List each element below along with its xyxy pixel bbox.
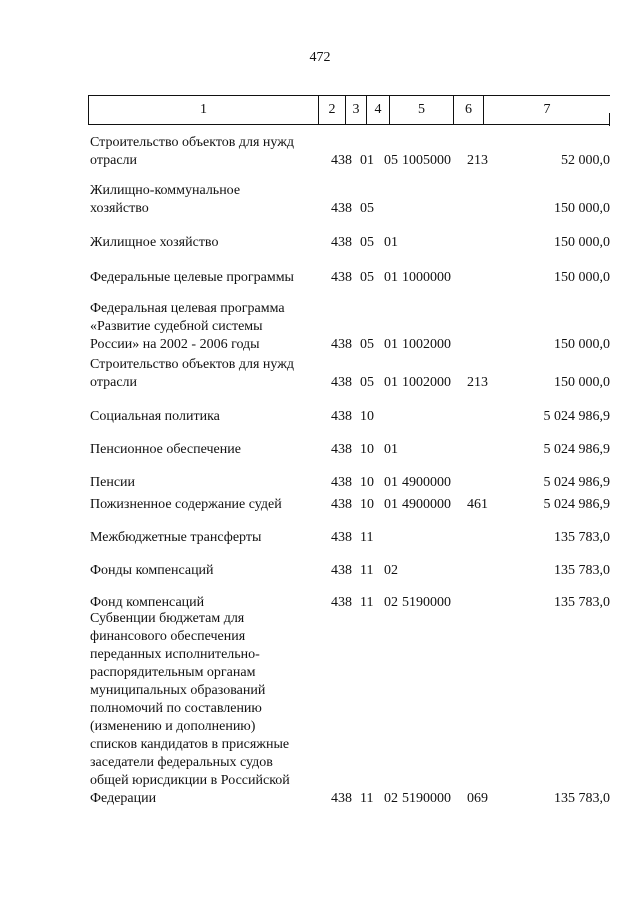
row-col-5: 1005000 [402,153,451,168]
row-name: Фонд компенсаций [90,595,205,610]
row-col-4: 01 [384,442,398,457]
row-col-3: 05 [360,235,374,250]
row-amount: 150 000,0 [554,375,610,390]
table-row [0,408,640,808]
row-col-3: 10 [360,475,374,490]
row-col-4: 01 [384,270,398,285]
row-col-4: 01 [384,337,398,352]
header-col-3: 3 [346,96,367,125]
row-col-2: 438 [331,201,352,216]
row-name: Пенсионное обеспечение [90,442,241,457]
row-amount: 150 000,0 [554,270,610,285]
header-col-2: 2 [319,96,346,125]
row-name: Федеральная целевая программа «Развитие судебной системы России» на 2002 - 2006 годы [90,301,285,352]
row-amount: 135 783,0 [554,530,610,545]
row-col-3: 05 [360,201,374,216]
row-amount: 5 024 986,9 [543,475,610,490]
row-col-3: 11 [360,530,374,545]
row-amount: 5 024 986,9 [543,497,610,512]
header-col-7: 7 [484,96,611,125]
row-col-3: 05 [360,337,374,352]
row-col-5: 4900000 [402,497,451,512]
row-col-3: 01 [360,153,374,168]
row-col-2: 438 [331,375,352,390]
row-col-5: 1002000 [402,375,451,390]
row-col-2: 438 [331,475,352,490]
row-col-3: 11 [360,791,374,806]
row-name: Строительство объектов для нужд отрасли [90,135,295,168]
row-name: Пенсии [90,475,136,490]
row-amount: 135 783,0 [554,791,610,806]
row-col-2: 438 [331,442,352,457]
row-name: Фонды компенсаций [90,563,214,578]
row-col-5: 1000000 [402,270,451,285]
row-col-4: 01 [384,235,398,250]
row-col-4: 02 [384,595,398,610]
row-col-3: 10 [360,497,374,512]
header-col-1: 1 [89,96,319,125]
row-name: Строительство объектов для нужд отрасли [90,357,295,390]
row-col-3: 05 [360,270,374,285]
header-col-4: 4 [367,96,390,125]
row-col-3: 05 [360,375,374,390]
row-amount: 150 000,0 [554,235,610,250]
row-col-4: 01 [384,375,398,390]
row-col-2: 438 [331,409,352,424]
row-amount: 150 000,0 [554,337,610,352]
row-col-4: 02 [384,563,398,578]
row-name: Межбюджетные трансферты [90,530,262,545]
row-name: Социальная политика [90,409,220,424]
row-col-2: 438 [331,337,352,352]
row-col-6: 213 [467,153,488,168]
row-col-2: 438 [331,497,352,512]
row-amount: 150 000,0 [554,201,610,216]
row-col-6: 461 [467,497,488,512]
row-name: Субвенции бюджетам для финансового обеспечения переданных исполнительно- распорядительным органам муниципальных образований полномочий по составлению (изменению и дополнению) списков кандидатов в присяжные заседатели федеральных судов общей юрисдикции в Российской Федерации [90,611,290,806]
row-col-4: 02 [384,791,398,806]
row-col-5: 4900000 [402,475,451,490]
header-col-6: 6 [454,96,484,125]
row-col-3: 11 [360,595,374,610]
row-col-3: 10 [360,409,374,424]
row-amount: 5 024 986,9 [543,409,610,424]
row-col-5: 5190000 [402,595,451,610]
row-col-6: 213 [467,375,488,390]
row-col-5: 5190000 [402,791,451,806]
row-col-2: 438 [331,530,352,545]
row-name: Жилищное хозяйство [90,235,219,250]
row-col-2: 438 [331,270,352,285]
row-name: Федеральные целевые программы [90,270,294,285]
row-col-2: 438 [331,791,352,806]
row-amount: 135 783,0 [554,563,610,578]
row-col-4: 01 [384,475,398,490]
row-amount: 135 783,0 [554,595,610,610]
row-col-2: 438 [331,595,352,610]
row-col-4: 01 [384,497,398,512]
row-col-2: 438 [331,235,352,250]
row-name: Жилищно-коммунальное хозяйство [90,183,241,216]
row-col-6: 069 [467,791,488,806]
row-amount: 5 024 986,9 [543,442,610,457]
row-amount: 52 000,0 [561,153,610,168]
row-col-3: 11 [360,563,374,578]
header-col-5: 5 [390,96,454,125]
row-col-2: 438 [331,563,352,578]
row-col-5: 1002000 [402,337,451,352]
page-number: 472 [309,50,331,65]
row-name: Пожизненное содержание судей [90,497,282,512]
row-col-4: 05 [384,153,398,168]
row-col-3: 10 [360,442,374,457]
row-col-2: 438 [331,153,352,168]
